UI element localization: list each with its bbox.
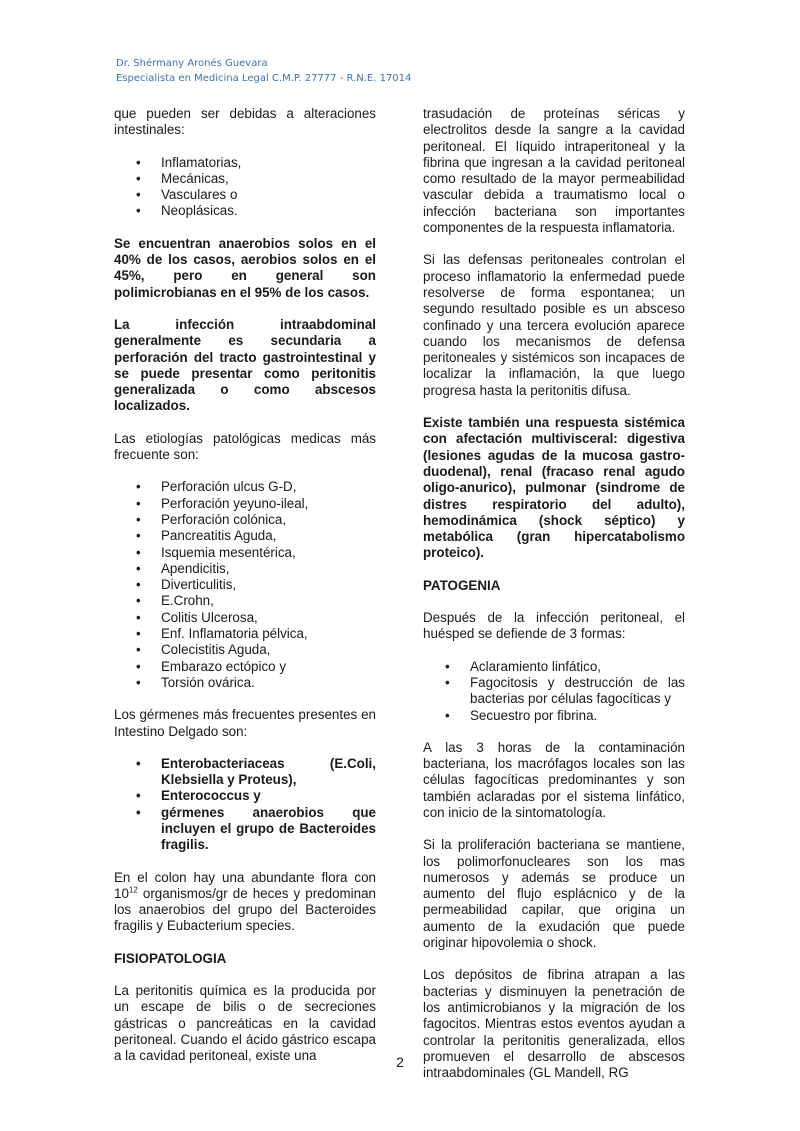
list-item: • Mecánicas, <box>161 171 376 187</box>
paragraph: Si las defensas peritoneales controlan el proceso inflamatorio la enfermedad puede resolverse de forma espontanea; un segundo resultado posible es un absceso confinado y una tercera evolución aparece cuando los mecanismos de defensa peritoneales y sistémicos son incapaces de localizar la inflamación, la que luego progresa hasta la peritonitis difusa. <box>423 252 685 398</box>
list-item: • Enterobacteriaceas (E.Coli, Klebsiella y Proteus), <box>161 756 376 789</box>
paragraph: A las 3 horas de la contaminación bacteriana, los macrófagos locales son las células fagocíticas predominantes y son también aclaradas por el sistema linfático, con inicio de la sintomatología. <box>423 739 685 820</box>
list-item: • Secuestro por fibrina. <box>470 708 685 724</box>
paragraph: Los depósitos de fibrina atrapan a las bacterias y disminuyen la penetración de los antimicrobianos y la migración de los fagocitos. Mientras estos eventos ayudan a controlar la peritonitis generalizada, ellos promueven el desarrollo de abscesos intraabdominales (GL Mandell, RG <box>423 967 685 1081</box>
bullet-list <box>114 155 376 220</box>
list-item: • Fagocitosis y destrucción de las bacterias por células fagocíticas y <box>470 675 685 708</box>
list-item: • E.Crohn, <box>161 593 376 609</box>
list-item: • Embarazo ectópico y <box>161 659 376 675</box>
section-heading: PATOGENIA <box>423 577 501 593</box>
list-item: • Enf. Inflamatoria pélvica, <box>161 626 376 642</box>
section-heading: FISIOPATOLOGIA <box>114 950 227 966</box>
list-item: • Pancreatitis Aguda, <box>161 528 376 544</box>
paragraph: Si la proliferación bacteriana se mantiene, los polimorfonucleares son los mas numerosos y además se produce un aumento del flujo esplácnico y de la permeabilidad capilar, que origina un aumento de la exudación que puede originar hipovolemia o shock. <box>423 837 685 951</box>
paragraph-bold: Se encuentran anaerobios solos en el 40% de los casos, aerobios solos en el 45%, pero en general son polimicrobianas en el 95% de los casos. <box>114 235 376 300</box>
list-item: • Colecistitis Aguda, <box>161 642 376 658</box>
superscript: 12 <box>128 885 138 895</box>
author-credentials: Especialista en Medicina Legal C.M.P. 27777 - R.N.E. 17014 <box>116 73 412 84</box>
list-item: • Apendicitis, <box>161 561 376 577</box>
paragraph: trasudación de proteínas séricas y electrolitos desde la sangre a la cavidad peritoneal. El líquido intraperitoneal y la fibrina que ingresan a la cavidad peritoneal como resultado de la mayor permeabilidad vascular debida a traumatismo local o infección bacteriana son importantes componentes de la respuesta inflamatoria. <box>423 106 685 236</box>
paragraph-bold: Existe también una respuesta sistémica con afectación multivisceral: digestiva (lesiones agudas de la mucosa gastro-duodenal), renal (fracaso renal agudo oligo-anurico), pulmonar (sindrome de distres respiratorio del adulto), hemodinámica (shock séptico) y metabólica (gran hipercatabolismo proteico). <box>423 415 685 561</box>
paragraph: La peritonitis química es la producida por un escape de bilis o de secreciones gástricas o pancreáticas en la cavidad peritoneal. Cuando el ácido gástrico escapa a la cavidad peritoneal, existe una <box>114 983 376 1064</box>
list-item: • Enterococcus y <box>161 788 376 804</box>
author-name: Dr. Shérmany Aronés Guevara <box>116 58 268 69</box>
list-item: • Isquemia mesentérica, <box>161 545 376 561</box>
list-item: • Diverticulitis, <box>161 577 376 593</box>
paragraph: En el colon hay una abundante flora con $10^{12}$ organismos/gr de heces y predominan los anaerobios del grupo del Bacteroides fragilis y Eubacterium species. <box>114 869 376 934</box>
list-item: • gérmenes anaerobios que incluyen el grupo de Bacteroides fragilis. <box>161 805 376 854</box>
bullet-list-bold <box>114 756 376 854</box>
list-item: • Vasculares o <box>161 187 376 203</box>
list-item: • Aclaramiento linfático, <box>470 659 685 675</box>
list-item: • Inflamatorias, <box>161 155 376 171</box>
bullet-list <box>423 659 685 724</box>
paragraph: Después de la infección peritoneal, el huésped se defiende de 3 formas: <box>423 610 685 642</box>
paragraph-bold: La infección intraabdominal generalmente es secundaria a perforación del tracto gastrointestinal y se puede presentar como peritonitis generalizada o como abscesos localizados. <box>114 316 376 414</box>
list-item: • Perforación yeyuno-ileal, <box>161 496 376 512</box>
paragraph: que pueden ser debidas a alteraciones intestinales: <box>114 106 376 138</box>
list-item: • Colitis Ulcerosa, <box>161 610 376 626</box>
list-item: • Neoplásicas. <box>161 203 376 219</box>
list-item: • Perforación colónica, <box>161 512 376 528</box>
right-column <box>423 106 685 1097</box>
letterhead <box>116 56 411 86</box>
left-column <box>114 106 376 1081</box>
list-item: • Torsión ovárica. <box>161 675 376 691</box>
page-number: 2 <box>396 1054 404 1070</box>
list-item: • Perforación ulcus G-D, <box>161 479 376 495</box>
paragraph: Las etiologías patológicas medicas más frecuente son: <box>114 430 376 463</box>
paragraph: Los gérmenes más frecuentes presentes en Intestino Delgado son: <box>114 707 376 739</box>
bullet-list <box>114 479 376 691</box>
